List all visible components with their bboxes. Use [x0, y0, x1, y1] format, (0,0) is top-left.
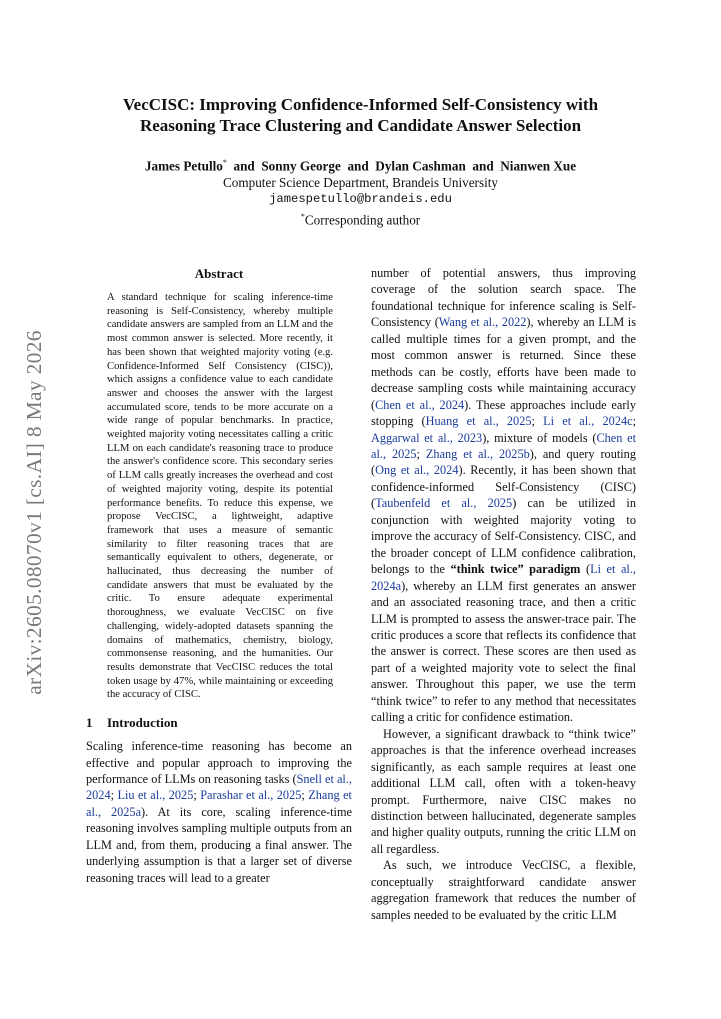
citation-link[interactable]: Aggarwal et al., 2023 — [371, 430, 483, 445]
text-run: ; — [416, 446, 426, 461]
text-run: ), and query routing ( — [371, 446, 636, 478]
intro-paragraph-1 — [86, 738, 352, 886]
corresponding-text: Corresponding author — [304, 212, 421, 228]
think-twice-term: “think twice” paradigm — [450, 562, 581, 577]
text-run: ; — [531, 414, 544, 429]
text-run: Scaling inference-time reasoning has become an effective and popular approach to improving the performance of LLMs on reasoning tasks ( — [86, 739, 352, 786]
author-1: James Petullo — [144, 158, 223, 174]
author-4: Nianwen Xue — [500, 158, 577, 174]
citation-link[interactable]: Zhang et al., 2025b — [425, 446, 530, 461]
text-run: ; — [110, 788, 118, 803]
text-run: ; — [193, 788, 201, 803]
citation-link[interactable]: Liu et al., 2025 — [117, 788, 194, 803]
author-list — [0, 154, 721, 174]
affiliation: Computer Science Department, Brandeis University — [222, 175, 499, 191]
arxiv-id: arXiv:2605.08070v1 [cs.AI] 8 May 2026 — [21, 329, 46, 695]
paper-header — [0, 94, 721, 229]
section-heading-introduction — [86, 714, 352, 731]
intro-paragraph-3: As such, we introduce VecCISC, a flexible, conceptually straightforward candidate answer aggregation framework that reduces the number of samples needed to be evaluated by the critic LLM — [371, 858, 636, 922]
citation-link[interactable]: Huang et al., 2025 — [425, 414, 532, 429]
citation-link[interactable]: Taubenfeld et al., 2025 — [375, 496, 513, 511]
author-1-mark: * — [222, 158, 227, 167]
abstract-heading: Abstract — [194, 266, 244, 281]
text-run: ; — [301, 788, 309, 803]
paper-title — [0, 94, 721, 136]
section-title: Introduction — [107, 715, 178, 731]
abstract-text: A standard technique for scaling inference-time reasoning is Self-Consistency, whereby multiple candidate answers are sampled from an LLM and the most common answer is selected. More recently, it has been shown that weighted majority voting (e.g. Confidence-Informed Self Consistency (CISC)), which assigns a confidence value to each candidate answer and chooses the answer with the largest accumulated score, tends to be more accurate on a wide range of popular benchmarks. In practice, weighted majority voting necessitates calling a critic LLM on each candidate's reasoning trace to produce the answer's confidence score. This secondary series of LLM calls greatly increases the overhead and cost of weighted majority voting, despite its potential performance benefits. To reduce this expense, we propose VecCISC, a lightweight, adaptive framework that uses a measure of semantic similarity to filter reasoning traces that are semantically equivalent to others, degenerate, or hallucinated, thus decreasing the number of candidate answers that must be evaluated by the critic. To ensure adequate experimental thoroughness, we evaluate VecCISC on five challenging, widely-adopted datasets spanning the domains of mathematics, chemistry, biology, commonsense reasoning, and the humanities. Our results demonstrate that VecCISC reduces the total token usage by 47%, while maintaining or exceeding the accuracy of CISC. — [107, 292, 333, 701]
author-2: Sonny George — [261, 158, 341, 174]
and-1: and — [233, 158, 255, 174]
text-run: ), mixture of models ( — [482, 430, 597, 445]
title-line-1: VecCISC: Improving Confidence-Informed Self-Consistency with — [122, 95, 599, 114]
text-run: ; — [632, 414, 636, 429]
and-2: and — [347, 158, 369, 174]
citation-link[interactable]: Chen et al., 2025 — [371, 430, 637, 461]
left-column — [86, 265, 352, 886]
citation-link[interactable]: Snell et al., 2024 — [86, 772, 352, 803]
text-run: number of potential answers, thus improving coverage of the solution search space. The foundational technique for inference scaling is Self-Consistency ( — [371, 266, 636, 330]
citation-link[interactable]: Parashar et al., 2025 — [200, 788, 302, 803]
citation-link[interactable]: Ong et al., 2024 — [375, 463, 459, 478]
text-run: ). At its core, scaling inference-time reasoning involves sampling multiple outputs from an LLM and, from them, producing a final answer. The underlying assumption is that a larger set of diverse reasoning traces will lead to a greater — [86, 804, 353, 885]
corresponding-mark: * — [300, 212, 305, 222]
citation-link[interactable]: Wang et al., 2022 — [438, 315, 527, 330]
email[interactable]: jamespetullo@brandeis.edu — [269, 192, 452, 207]
text-run: ) can be utilized in conjunction with weighted majority voting to improve the accuracy of Self-Consistency. CISC, and the broader concept of LLM confidence calibration, belongs to the — [371, 496, 636, 577]
citation-link[interactable]: Li et al., 2024a — [371, 562, 636, 593]
text-run: ). These approaches include early stopping ( — [371, 397, 636, 429]
citation-link[interactable]: Li et al., 2024c — [543, 414, 633, 429]
text-run: ), whereby an LLM is called multiple times for a given prompt, and the most common answer is returned. Since these methods can be costly, efforts have been made to decrease sampling costs while maintaining accuracy ( — [371, 315, 636, 412]
and-3: and — [472, 158, 494, 174]
right-column — [371, 265, 636, 923]
intro-paragraph-1-cont — [371, 265, 636, 726]
text-run: ), whereby an LLM first generates an answer and an associated reasoning trace, and then a critic LLM is prompted to assess the answer-trace pair. The critic produces a score that reflects its confidence that the answer is correct. These scores are then used as part of a weighted majority vote to select the final answer. Throughout this paper, we use the term “think twice” to refer to any method that necessitates calling a critic for confidence estimation. — [371, 578, 636, 725]
intro-paragraph-2: However, a significant drawback to “think twice” approaches is that the inference overhead increases significantly, as each sample requires at least one additional LLM call, often with a token-heavy prompt. Furthermore, naive CISC makes no distinction between hallucinated, degenerate samples and higher quality outputs, running the critic LLM on all regardless. — [371, 726, 636, 856]
text-run: ( — [580, 562, 591, 577]
author-3: Dylan Cashman — [375, 158, 466, 174]
section-number: 1 — [86, 715, 93, 731]
arxiv-stamp — [16, 302, 52, 722]
text-run: ). Recently, it has been shown that confidence-informed Self-Consistency (CISC) ( — [371, 463, 636, 511]
citation-link[interactable]: Zhang et al., 2025a — [86, 788, 352, 819]
title-line-2: Reasoning Trace Clustering and Candidate Answer Selection — [139, 116, 582, 135]
corresponding-note — [0, 208, 721, 228]
citation-link[interactable]: Chen et al., 2024 — [375, 397, 465, 412]
